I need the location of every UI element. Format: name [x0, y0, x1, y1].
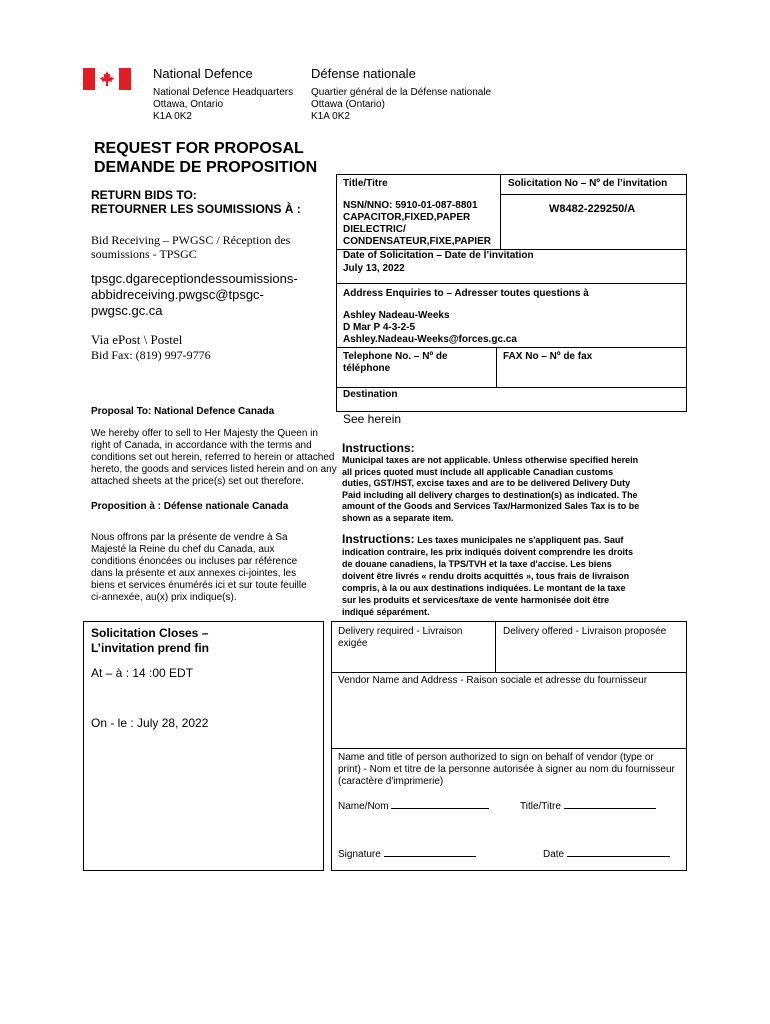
- page-title: REQUEST FOR PROPOSAL DEMANDE DE PROPOSITION: [94, 140, 318, 176]
- proposal-to-fr: Proposition à : Défense nationale Canada: [91, 501, 289, 512]
- telephone-label: Telephone No. – Nº de téléphone: [343, 351, 448, 374]
- fax-label: FAX No – Nº de fax: [503, 351, 593, 362]
- authorized-person-label: Name and title of person authorized to sign on behalf of vendor (type or print) - Nom et titre de la personne autorisée à signer au nom du fournisseur (caractère d'imprimerie): [338, 752, 675, 787]
- solicitation-date: July 13, 2022: [343, 263, 405, 274]
- offer-text-fr: Nous offrons par la présente de vendre à Sa Majesté la Reine du chef du Canada, aux conditions énoncées ou incluses par référence dans la présente et aux annexes ci-jointes, les biens et services énumérés ici et sur toute feuille ci-annexée, au(x) prix indique(s).: [91, 532, 307, 603]
- title-field[interactable]: Title/Titre: [520, 798, 656, 813]
- offer-text-en: We hereby offer to sell to Her Majesty the Queen in right of Canada, in accordance with the terms and conditions set out herein, referred to herein or attached hereto, the goods and services listed herein and on any attached sheets at the price(s) set out therefore.: [91, 428, 337, 487]
- name-field[interactable]: Name/Nom: [338, 798, 489, 813]
- instructions-body-en: Municipal taxes are not applicable. Unless otherwise specified herein all prices quoted must include all applicable Canadian customs duties, GST/HST, excise taxes and are to be delivered Delivery Duty Paid including all delivery charges to destination(s) as indicated. The amount of the Goods and Services Tax/Harmonized Sales Tax is to be shown as a separate item.: [342, 455, 640, 523]
- return-bids-heading: RETURN BIDS TO: RETOURNER LES SOUMISSIONS À :: [91, 188, 301, 216]
- enquiries-label: Address Enquiries to – Adresser toutes questions à: [343, 288, 589, 299]
- instructions-fr: Instructions: Les taxes municipales ne s'appliquent pas. Sauf indication contraire, les prix indiqués doivent comprendre les droits de douane canadiens, la TPS/TVH et la taxe d'accise. Les biens doivent être livrés « rendu droits acquittés », tous frais de livraison compris, à la ou aux destinations indiquées. Le montant de la taxe sur les produits et services/taxe de vente harmonisée doit être indiqué séparément.: [342, 532, 634, 617]
- dept-name-en: National Defence: [153, 66, 253, 81]
- title-label: Title/Titre: [343, 178, 388, 189]
- header-address-fr: Quartier général de la Défense nationale Ottawa (Ontario) K1A 0K2: [311, 87, 492, 122]
- delivery-required-label[interactable]: Delivery required - Livraison exigée: [338, 626, 463, 649]
- dept-name-fr: Défense nationale: [311, 66, 416, 81]
- contact-info: Ashley Nadeau-Weeks D Mar P 4-3-2-5 Ashley.Nadeau-Weeks@forces.gc.ca: [343, 310, 517, 345]
- solicitation-date-label: Date of Solicitation – Date de l’invitation: [343, 250, 534, 261]
- bid-email: tpsgc.dgareceptiondessoumissions- abbidreceiving.pwgsc@tpsgc- pwgsc.gc.ca: [91, 271, 298, 318]
- bid-fax: Bid Fax: (819) 997-9776: [91, 348, 211, 362]
- date-field[interactable]: Date: [543, 846, 670, 861]
- closing-date: On - le : July 28, 2022: [91, 716, 209, 730]
- title-value: NSN/NNO: 5910-01-087-8801 CAPACITOR,FIXED,PAPER DIELECTRIC/ CONDENSATEUR,FIXE,PAPIER: [343, 200, 491, 247]
- solicitation-closes-box: [83, 621, 324, 871]
- via-epost: Via ePost \ Postel: [91, 332, 183, 347]
- solicitation-number: W8482-229250/A: [549, 203, 636, 215]
- signature-field[interactable]: Signature: [338, 846, 476, 861]
- vendor-box: [331, 621, 687, 871]
- vendor-name-address-label[interactable]: Vendor Name and Address - Raison sociale et adresse du fournisseur: [338, 675, 648, 686]
- header-address-en: National Defence Headquarters Ottawa, Ontario K1A 0K2: [153, 87, 294, 122]
- bid-receiving-text: Bid Receiving – PWGSC / Réception des soumissions - TPSGC: [91, 233, 291, 261]
- destination-value: See herein: [343, 412, 402, 426]
- destination-label: Destination: [343, 389, 398, 400]
- instructions-heading-en: Instructions:: [342, 441, 415, 455]
- closing-time: At – à : 14 :00 EDT: [91, 666, 194, 680]
- solicitation-number-label: Solicitation No – Nº de l’invitation: [508, 178, 668, 189]
- proposal-to-en: Proposal To: National Defence Canada: [91, 406, 275, 417]
- closes-heading: Solicitation Closes – L’invitation prend fin: [91, 626, 209, 655]
- canada-flag-icon: [83, 68, 131, 90]
- delivery-offered-label[interactable]: Delivery offered - Livraison proposée: [503, 626, 667, 637]
